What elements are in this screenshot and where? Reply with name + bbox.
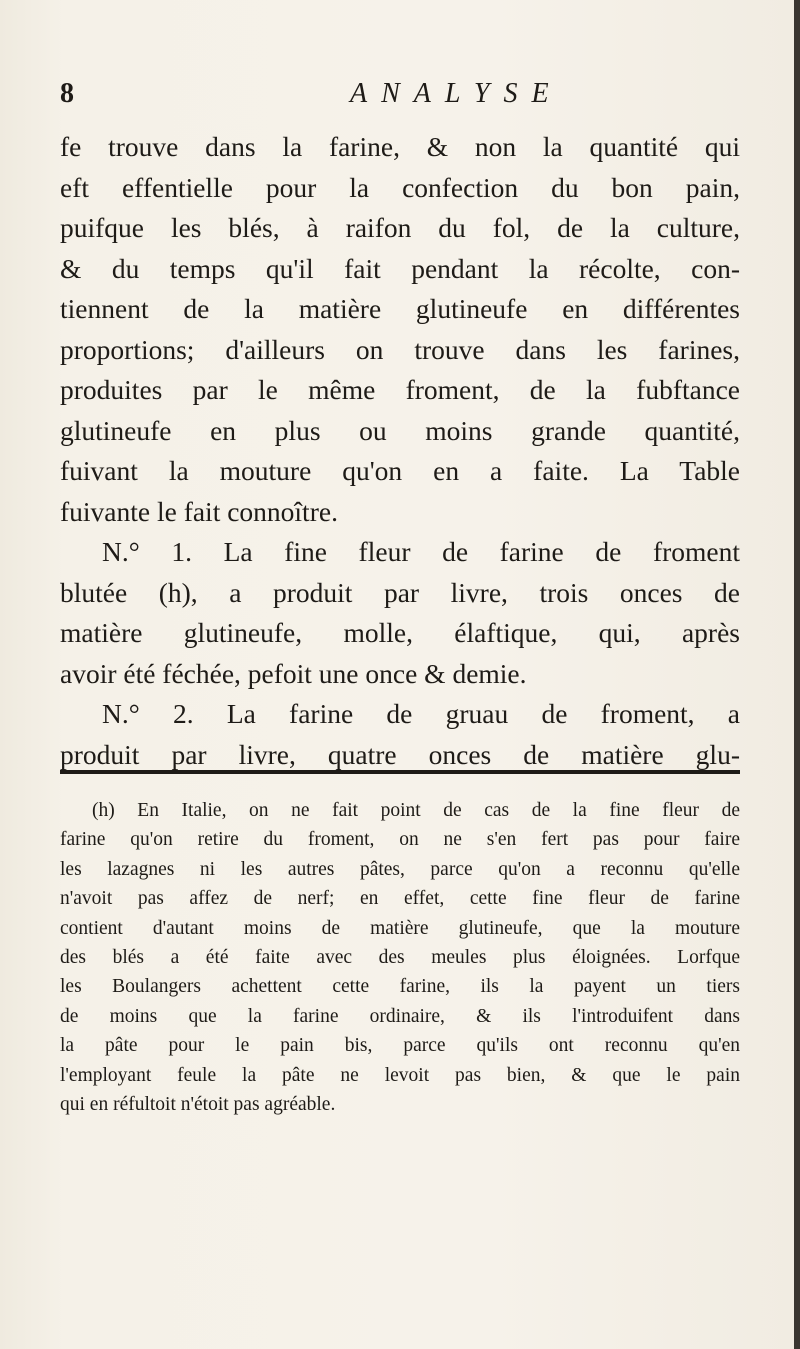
main-text <box>60 127 740 775</box>
text-line: fuivante le fait connoître. <box>60 495 338 527</box>
text-line: puifque les blés, à raifon du fol, de la culture, <box>60 212 740 243</box>
running-head: ANALYSE <box>350 78 563 109</box>
footnote-line: les Boulangers achettent cette farine, ils la payent un tiers <box>60 976 740 998</box>
footnote-line: farine qu'on retire du froment, on ne s'en fert pas pour faire <box>60 829 740 851</box>
page-edge-shadow <box>794 0 800 1349</box>
text-line: eft effentielle pour la confection du bon pain, <box>60 171 740 203</box>
footnote-line: de moins que la farine ordinaire, & ils l'introduifent dans <box>60 1005 740 1027</box>
text-line: fe trouve dans la farine, & non la quantité qui <box>60 131 740 162</box>
text-line: proportions; d'ailleurs on trouve dans les farines, <box>60 333 740 365</box>
footnote-line: (h) En Italie, on ne fait point de cas de la fine fleur de <box>92 800 740 821</box>
footnote-line: la pâte pour le pain bis, parce qu'ils ont reconnu qu'en <box>60 1035 740 1057</box>
text-line: avoir été féchée, pefoit une once & demie. <box>60 657 527 689</box>
page-number: 8 <box>60 78 74 109</box>
text-line: N.° 2. La farine de gruau de froment, a <box>102 698 740 729</box>
text-line: matière glutineufe, molle, élaftique, qui, après <box>60 617 740 648</box>
footnote-line: qui en réfultoit n'étoit pas agréable. <box>60 1094 336 1116</box>
text-line: & du temps qu'il fait pendant la récolte, con- <box>60 252 740 284</box>
footnote-line: des blés a été faite avec des meules plus éloignées. Lorfque <box>60 947 740 969</box>
text-line: fuivant la mouture qu'on en a faite. La Table <box>60 455 740 486</box>
footnote-line: les lazagnes ni les autres pâtes, parce qu'on a reconnu qu'elle <box>60 858 740 880</box>
text-line: glutineufe en plus ou moins grande quantité, <box>60 414 740 446</box>
text-line: produit par livre, quatre onces de matière glu- <box>60 738 740 770</box>
page-header <box>60 78 740 118</box>
text-line: blutée (h), a produit par livre, trois onces de <box>60 576 740 608</box>
footnote-line: n'avoit pas affez de nerf; en effet, cette fine fleur de farine <box>60 888 740 910</box>
footnote-rule <box>60 770 740 774</box>
footnote <box>60 796 740 1119</box>
text-line: tiennent de la matière glutineufe en différentes <box>60 293 740 324</box>
footnote-line: l'employant feule la pâte ne levoit pas bien, & que le pain <box>60 1064 740 1086</box>
text-line: N.° 1. La fine fleur de farine de froment <box>102 536 740 567</box>
text-line: produites par le même froment, de la fubftance <box>60 374 740 405</box>
footnote-line: contient d'autant moins de matière glutineufe, que la mouture <box>60 917 740 939</box>
